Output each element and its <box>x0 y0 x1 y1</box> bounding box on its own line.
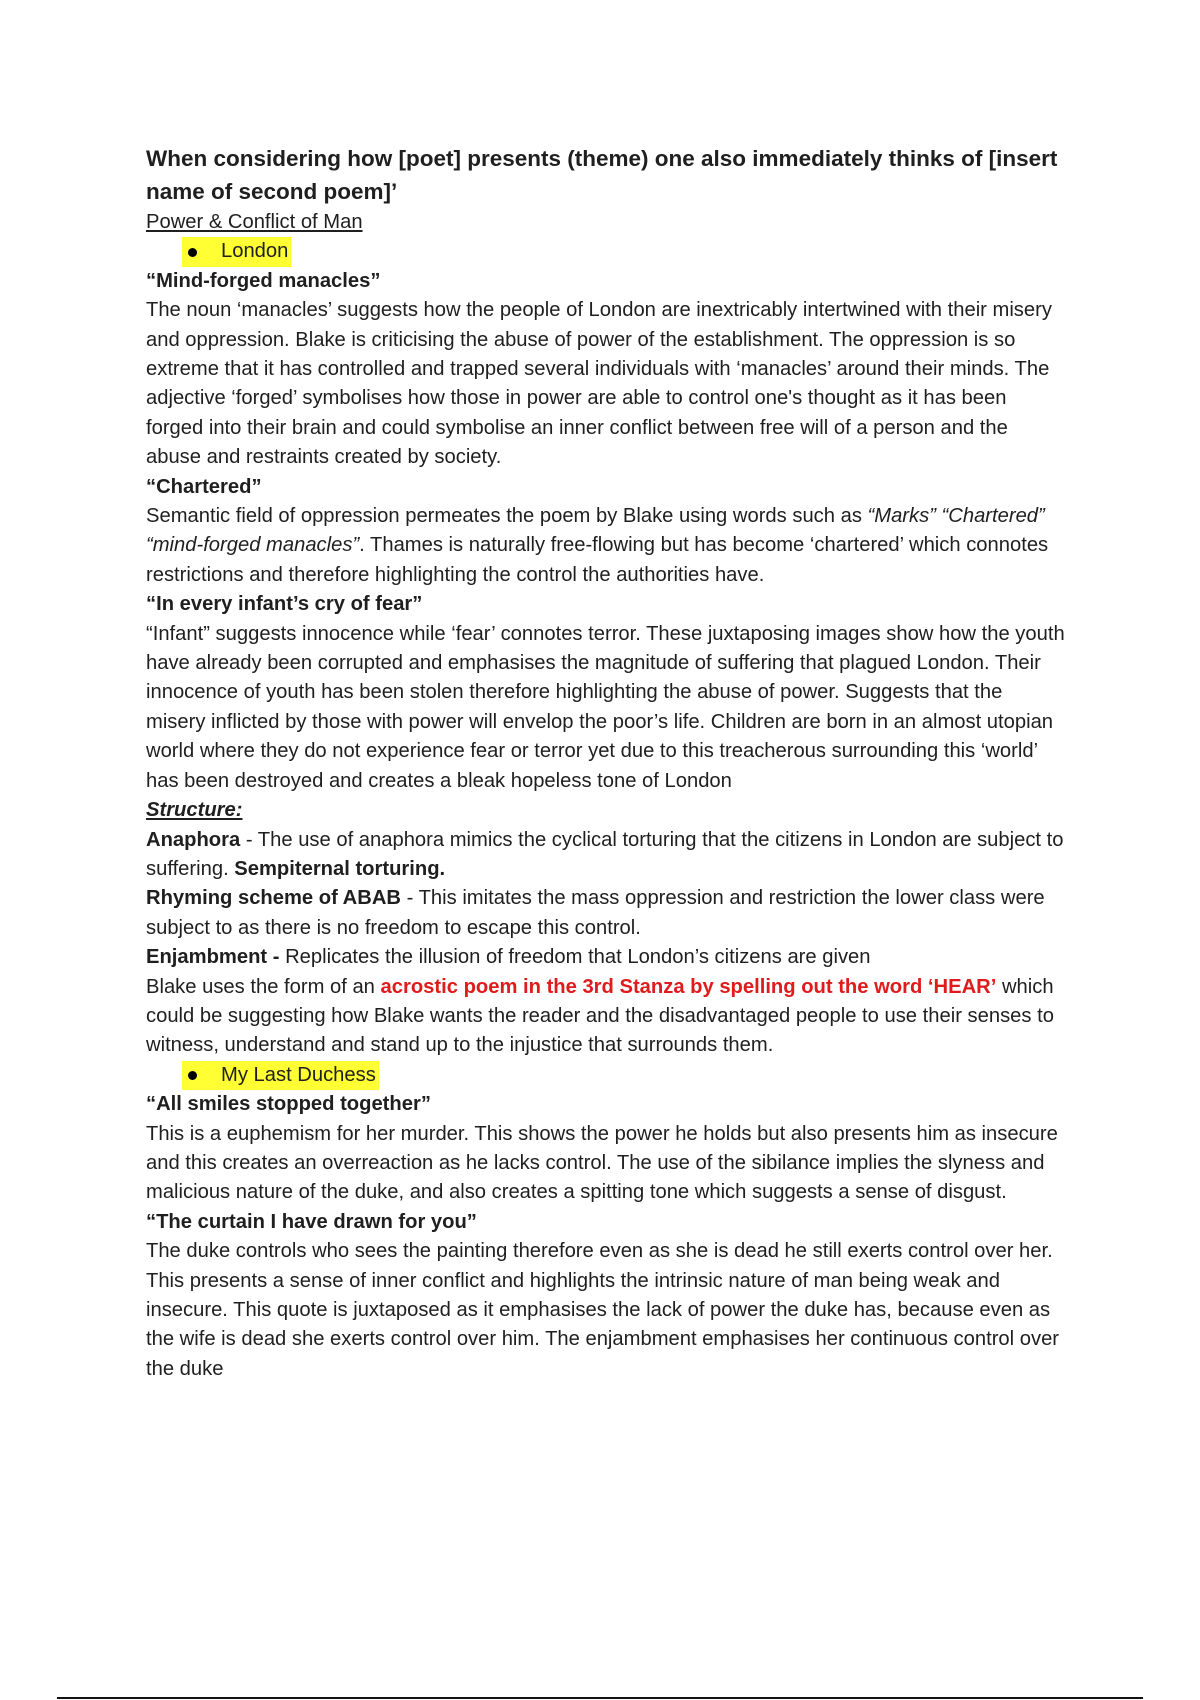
quote-analysis <box>146 502 1066 590</box>
page-bottom-rule <box>57 1697 1143 1699</box>
poem-name: London <box>221 240 289 263</box>
quote-heading: “All smiles stopped together” <box>146 1093 431 1116</box>
bullet-dot-icon <box>188 248 197 257</box>
quote-analysis: The duke controls who sees the painting therefore even as she is dead he still exerts control over her. This presents a sense of inner conflict and highlights the intrinsic nature of man being weak and insecure. This quote is juxtaposed as it emphasises the lack of power the duke has, because even as the wife is dead she exerts control over him. The enjambment emphasises her continuous control over the duke <box>146 1240 1060 1380</box>
term-emphasis: Sempiternal torturing. <box>234 857 446 880</box>
term-text: - This imitates the mass oppression and restriction the lower class were subject to as there is no freedom to escape this control. <box>146 887 1045 939</box>
structure-anaphora <box>146 826 1066 885</box>
form-text: Blake uses the form of an <box>146 975 381 998</box>
term: Anaphora <box>146 828 241 851</box>
quote-heading: “In every infant’s cry of fear” <box>146 593 423 616</box>
term: Rhyming scheme of ABAB <box>146 887 401 910</box>
quote-analysis: “Infant” suggests innocence while ‘fear’ connotes terror. These juxtaposing images show how the youth have already been corrupted and emphasises the magnitude of suffering that plagued London. Their innocence of youth has been stolen therefore highlighting the abuse of power. Suggests that the misery inflicted by those with power will envelop the poor’s life. Children are born in an almost utopian world where they do not experience fear or terror yet due to this treacherous surrounding this ‘world’ has been destroyed and creates a bleak hopeless tone of London <box>146 622 1065 792</box>
quote-analysis: The noun ‘manacles’ suggests how the people of London are inextricably intertwined with their misery and oppression. Blake is criticising the abuse of power of the establishment. The oppression is so extreme that it has controlled and trapped several individuals with ‘manacles’ around their minds. The adjective ‘forged’ symbolises how those in power are able to control one's thought as it has been forged into their brain and could symbolise an inner conflict between free will of a person and the abuse and restraints created by society. <box>146 299 1052 469</box>
document-page <box>146 143 1066 1384</box>
structure-enjambment <box>146 943 1066 972</box>
highlight <box>182 237 291 266</box>
term: Enjambment - <box>146 946 280 969</box>
page-heading: When considering how [poet] presents (theme) one also immediately thinks of [insert name of second poem]’ <box>146 146 1058 204</box>
form-text: which could be suggesting how Blake wants the reader and the disadvantaged people to use their senses to witness, understand and stand up to the injustice that surrounds them. <box>146 975 1054 1057</box>
section-title: Power & Conflict of Man <box>146 211 363 233</box>
quote-heading: “Mind-forged manacles” <box>146 269 381 292</box>
highlight <box>182 1061 379 1090</box>
quote-heading: “Chartered” <box>146 475 262 498</box>
structure-label: Structure: <box>146 799 243 822</box>
quote-heading: “The curtain I have drawn for you” <box>146 1210 477 1233</box>
poem-name: My Last Duchess <box>221 1063 376 1086</box>
poem-bullet-london <box>146 237 1066 266</box>
term-text: Replicates the illusion of freedom that London’s citizens are given <box>279 946 871 969</box>
structure-rhyme <box>146 884 1066 943</box>
analysis-text: . Thames is naturally free-flowing but has become ‘chartered’ which connotes restrictions and therefore highlighting the control the authorities have. <box>146 534 1049 586</box>
poem-bullet-my-last-duchess <box>146 1061 1066 1090</box>
analysis-italic-quotes: “Marks” “Chartered” “mind-forged manacles” <box>146 505 1045 557</box>
structure-form <box>146 973 1066 1061</box>
analysis-text: Semantic field of oppression permeates the poem by Blake using words such as <box>146 505 868 528</box>
bullet-dot-icon <box>188 1071 197 1080</box>
form-red-emphasis: acrostic poem in the 3rd Stanza by spelling out the word ‘HEAR’ <box>380 975 997 998</box>
quote-analysis: This is a euphemism for her murder. This shows the power he holds but also presents him as insecure and this creates an overreaction as he lacks control. The use of the sibilance implies the slyness and malicious nature of the duke, and also creates a spitting tone which suggests a sense of disgust. <box>146 1122 1058 1204</box>
term-text: - The use of anaphora mimics the cyclical torturing that the citizens in London are subject to suffering. <box>146 828 1064 880</box>
